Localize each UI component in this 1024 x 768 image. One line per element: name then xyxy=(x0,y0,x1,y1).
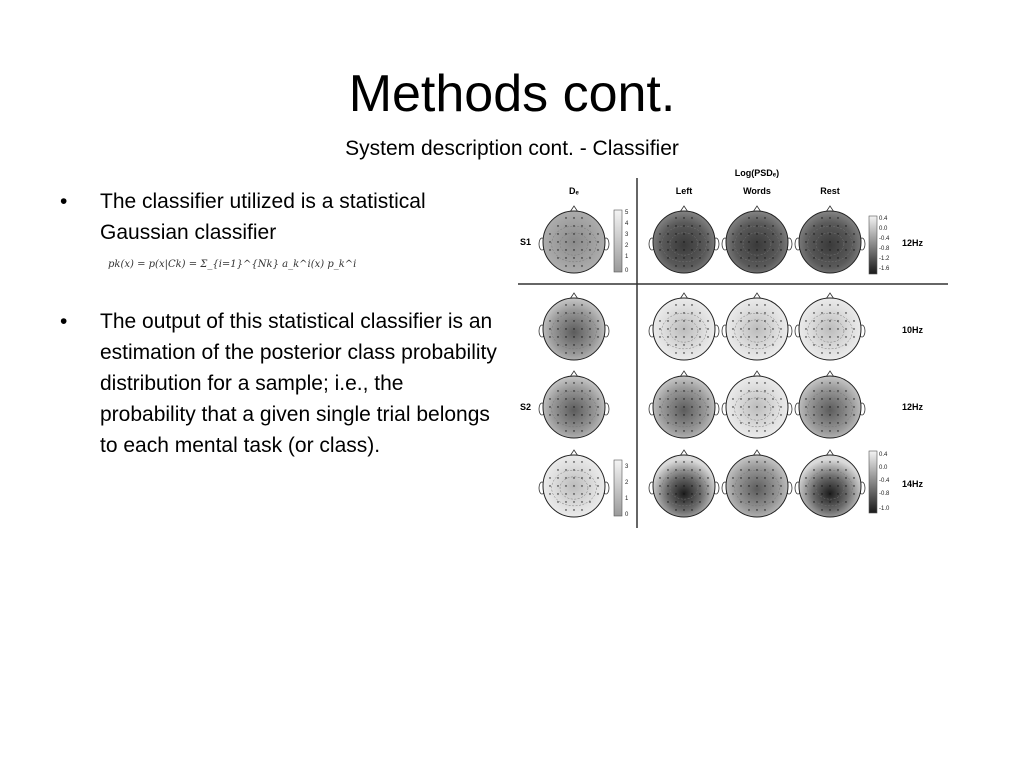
tick-label: 1 xyxy=(625,254,629,260)
column-label-de: Dₑ xyxy=(569,186,579,196)
colorbar-de-s2-ticks xyxy=(625,464,629,518)
bullet-icon: • xyxy=(60,190,68,213)
scalp-head-map xyxy=(539,450,609,517)
tick-label: 0.0 xyxy=(879,465,888,471)
head-maps xyxy=(539,206,865,517)
scalp-head-map xyxy=(649,206,719,273)
tick-label: 5 xyxy=(625,210,629,216)
colorbar-de-s1 xyxy=(614,210,622,272)
tick-label: -0.8 xyxy=(879,246,890,252)
tick-label: 0.4 xyxy=(879,452,888,458)
bullet-text: The output of this statistical classifier is an estimation of the posterior class probability distribution for a sample; i.e., the probability that a given single trial belongs to each mental task (or class). xyxy=(100,309,497,457)
scalp-head-map xyxy=(539,371,609,438)
tick-label: 0.4 xyxy=(879,216,888,222)
tick-label: 0.0 xyxy=(879,226,888,232)
tick-label: -1.6 xyxy=(879,266,890,272)
scalp-head-map xyxy=(649,293,719,360)
tick-label: 0 xyxy=(625,512,629,518)
tick-label: 3 xyxy=(625,232,629,238)
tick-label: 4 xyxy=(625,221,629,227)
scalp-head-map xyxy=(649,450,719,517)
scalp-head-map xyxy=(722,371,792,438)
tick-label: 2 xyxy=(625,243,629,249)
frequency-label: 12Hz xyxy=(902,238,924,248)
scalp-head-map xyxy=(649,371,719,438)
scalp-head-map xyxy=(539,293,609,360)
scalp-head-map xyxy=(539,206,609,273)
classifier-formula: pk(x) = p(x|Ck) = Σ_{i=1}^{Nk} a_k^i(x) p_k^i xyxy=(108,258,357,270)
scalp-head-map xyxy=(722,450,792,517)
bullet-item xyxy=(60,306,500,461)
slide-subtitle: System description cont. - Classifier xyxy=(345,137,679,160)
tick-label: -0.4 xyxy=(879,478,890,484)
scalp-head-map xyxy=(722,206,792,273)
frequency-label: 12Hz xyxy=(902,402,924,412)
tick-label: 1 xyxy=(625,496,629,502)
colorbar-psd-s1-ticks xyxy=(879,216,890,272)
column-label-left: Left xyxy=(675,186,693,196)
bullet-icon: • xyxy=(60,309,68,333)
scalp-head-map xyxy=(795,293,865,360)
topographic-map-figure xyxy=(512,164,952,532)
subject-label-s1: S1 xyxy=(520,237,532,247)
column-label-rest: Rest xyxy=(820,186,840,196)
scalp-head-map xyxy=(795,371,865,438)
frequency-label: 10Hz xyxy=(902,325,924,335)
figure-header: Log(PSDₑ) xyxy=(734,168,780,178)
bullet-item xyxy=(60,186,500,280)
tick-label: -0.4 xyxy=(879,236,890,242)
slide-title: Methods cont. xyxy=(348,65,676,123)
bullet-text: The classifier utilized is a statistical Gaussian classifier xyxy=(100,190,426,244)
colorbar-psd-s1 xyxy=(869,216,877,274)
frequency-label: 14Hz xyxy=(902,479,924,489)
colorbar-psd-s2 xyxy=(869,451,877,513)
scalp-head-map xyxy=(722,293,792,360)
tick-label: 3 xyxy=(625,464,629,470)
tick-label: 2 xyxy=(625,480,629,486)
colorbar-de-s1-ticks xyxy=(625,210,629,274)
tick-label: -0.8 xyxy=(879,491,890,497)
column-label-words: Words xyxy=(743,186,771,196)
scalp-head-map xyxy=(795,450,865,517)
tick-label: 0 xyxy=(625,268,629,274)
bullet-list xyxy=(60,186,500,487)
tick-label: -1.0 xyxy=(879,506,890,512)
colorbar-de-s2 xyxy=(614,460,622,516)
scalp-head-map xyxy=(795,206,865,273)
colorbar-psd-s2-ticks xyxy=(879,452,890,512)
subject-label-s2: S2 xyxy=(520,402,532,412)
tick-label: -1.2 xyxy=(879,256,890,262)
